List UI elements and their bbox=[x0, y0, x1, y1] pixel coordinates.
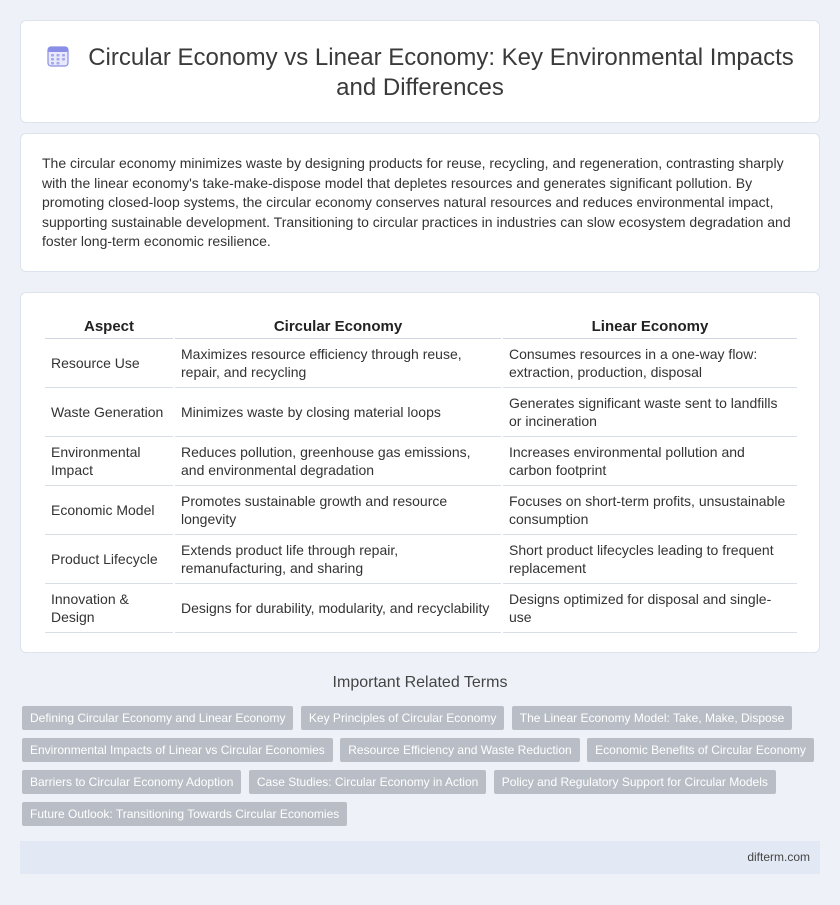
circular-cell: Designs for durability, modularity, and recyclability bbox=[175, 584, 501, 633]
linear-cell: Generates significant waste sent to landfills or incineration bbox=[503, 388, 797, 437]
aspect-cell: Product Lifecycle bbox=[45, 535, 173, 584]
circular-cell: Maximizes resource efficiency through reuse, repair, and recycling bbox=[175, 339, 501, 388]
related-terms-list bbox=[22, 706, 818, 834]
circular-cell: Promotes sustainable growth and resource longevity bbox=[175, 486, 501, 535]
comparison-card bbox=[20, 292, 820, 653]
related-term-tag[interactable]: Resource Efficiency and Waste Reduction bbox=[340, 738, 579, 762]
aspect-cell: Environmental Impact bbox=[45, 437, 173, 486]
table-row bbox=[45, 339, 797, 388]
table-row bbox=[45, 584, 797, 633]
header-aspect: Aspect bbox=[45, 315, 173, 339]
table-row bbox=[45, 388, 797, 437]
related-term-tag[interactable]: Future Outlook: Transitioning Towards Circular Economies bbox=[22, 802, 347, 826]
header-linear: Linear Economy bbox=[503, 315, 797, 339]
related-terms-title: Important Related Terms bbox=[332, 674, 508, 691]
linear-cell: Focuses on short-term profits, unsustainable consumption bbox=[503, 486, 797, 535]
table-row bbox=[45, 535, 797, 584]
aspect-cell: Economic Model bbox=[45, 486, 173, 535]
circular-cell: Minimizes waste by closing material loops bbox=[175, 388, 501, 437]
comparison-table bbox=[43, 315, 799, 633]
table-row bbox=[45, 486, 797, 535]
page-title-wrap bbox=[21, 43, 819, 103]
related-term-tag[interactable]: The Linear Economy Model: Take, Make, Dispose bbox=[512, 706, 793, 730]
linear-cell: Increases environmental pollution and carbon footprint bbox=[503, 437, 797, 486]
related-term-tag[interactable]: Economic Benefits of Circular Economy bbox=[587, 738, 814, 762]
summary-card bbox=[20, 133, 820, 272]
linear-cell: Consumes resources in a one-way flow: extraction, production, disposal bbox=[503, 339, 797, 388]
footer bbox=[20, 841, 820, 874]
table-header-row bbox=[45, 315, 797, 339]
related-term-tag[interactable]: Barriers to Circular Economy Adoption bbox=[22, 770, 241, 794]
header-circular: Circular Economy bbox=[175, 315, 501, 339]
related-term-tag[interactable]: Case Studies: Circular Economy in Action bbox=[249, 770, 486, 794]
page-title: Circular Economy vs Linear Economy: Key Environmental Impacts and Differences bbox=[88, 44, 794, 101]
circular-cell: Reduces pollution, greenhouse gas emissions, and environmental degradation bbox=[175, 437, 501, 486]
related-term-tag[interactable]: Key Principles of Circular Economy bbox=[301, 706, 504, 730]
related-term-tag[interactable]: Policy and Regulatory Support for Circular Models bbox=[494, 770, 776, 794]
summary-text: The circular economy minimizes waste by designing products for reuse, recycling, and regeneration, contrasting sharply with the linear economy's take-make-dispose model that depletes resources and generates significant pollution. By promoting closed-loop systems, the circular economy conserves natural resources and reduces environmental impact, supporting sustainable development. Transitioning to circular practices in industries can slow ecosystem degradation and foster long-term economic resilience. bbox=[42, 155, 791, 250]
related-term-tag[interactable]: Defining Circular Economy and Linear Economy bbox=[22, 706, 293, 730]
header-card bbox=[20, 20, 820, 123]
aspect-cell: Resource Use bbox=[45, 339, 173, 388]
related-term-tag[interactable]: Environmental Impacts of Linear vs Circular Economies bbox=[22, 738, 333, 762]
calendar-icon bbox=[46, 44, 70, 68]
circular-cell: Extends product life through repair, remanufacturing, and sharing bbox=[175, 535, 501, 584]
linear-cell: Short product lifecycles leading to frequent replacement bbox=[503, 535, 797, 584]
table-row bbox=[45, 437, 797, 486]
aspect-cell: Innovation & Design bbox=[45, 584, 173, 633]
linear-cell: Designs optimized for disposal and single-use bbox=[503, 584, 797, 633]
aspect-cell: Waste Generation bbox=[45, 388, 173, 437]
footer-site-link[interactable]: difterm.com bbox=[747, 850, 810, 864]
